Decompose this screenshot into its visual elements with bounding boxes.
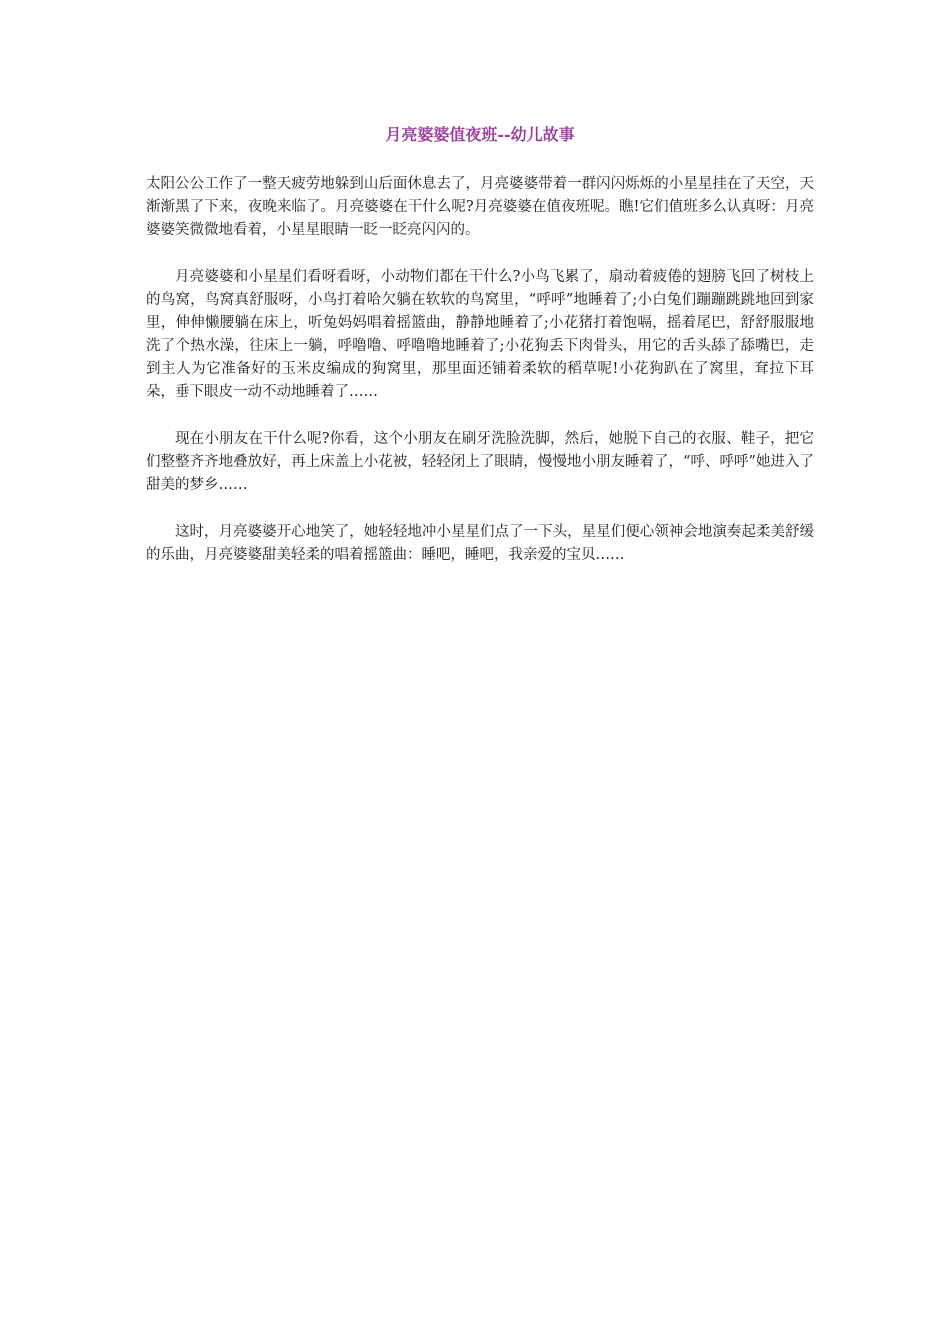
paragraph-2: 月亮婆婆和小星星们看呀看呀，小动物们都在干什么?小鸟飞累了，扇动着疲倦的翅膀飞回了树枝上的鸟窝，鸟窝真舒服呀，小鸟打着哈欠躺在软软的鸟窝里，“呼呼”地睡着了;小白兔们蹦蹦跳跳地回到家里，伸伸懒腰躺在床上，听兔妈妈唱着摇篮曲，静静地睡着了;小花猪打着饱嗝，摇着尾巴，舒舒服服地洗了个热水澡，往床上一躺，呼噜噜、呼噜噜地睡着了;小花狗丢下肉骨头，用它的舌头舔了舔嘴巴，走到主人为它准备好的玉米皮编成的狗窝里，那里面还铺着柔软的稻草呢!小花狗趴在了窝里，耷拉下耳朵，垂下眼皮一动不动地睡着了…… <box>146 269 814 400</box>
paragraph-4: 这时，月亮婆婆开心地笑了，她轻轻地冲小星星们点了一下头，星星们便心领神会地演奏起柔美舒缓的乐曲，月亮婆婆甜美轻柔的唱着摇篮曲：睡吧，睡吧，我亲爱的宝贝…… <box>146 524 814 563</box>
story-body <box>146 173 814 591</box>
document-title: 月亮婆婆值夜班--幼儿故事 <box>385 125 575 144</box>
paragraph-1: 太阳公公工作了一整天疲劳地躲到山后面休息去了，月亮婆婆带着一群闪闪烁烁的小星星挂在了天空，天渐渐黑了下来，夜晚来临了。月亮婆婆在干什么呢?月亮婆婆在值夜班呢。瞧!它们值班多么认真呀：月亮婆婆笑微微地看着，小星星眼睛一眨一眨亮闪闪的。 <box>146 176 814 238</box>
paragraph-3: 现在小朋友在干什么呢?你看，这个小朋友在刷牙洗脸洗脚，然后，她脱下自己的衣服、鞋子，把它们整整齐齐地叠放好，再上床盖上小花被，轻轻闭上了眼睛，慢慢地小朋友睡着了，“呼、呼呼”她进入了甜美的梦乡…… <box>146 431 814 493</box>
